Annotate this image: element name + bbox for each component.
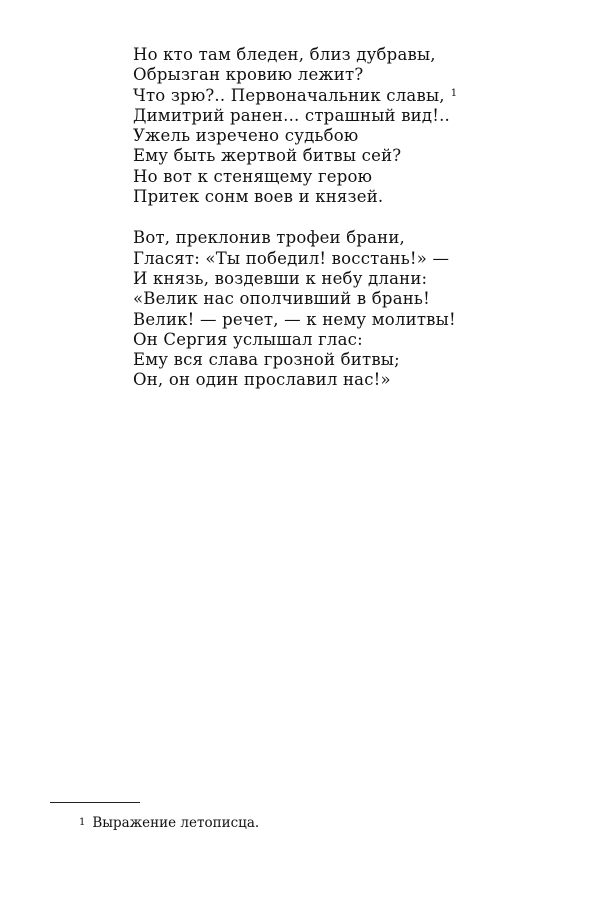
poem	[133, 45, 533, 391]
poem-line: Притек сонм воев и князей.	[133, 187, 384, 207]
footnote-divider	[50, 802, 140, 803]
poem-line: Димитрий ранен... страшный вид!..	[133, 105, 450, 125]
poem-line: Ужель изречено судьбою	[133, 126, 359, 146]
poem-line: Ему быть жертвой битвы сей?	[133, 146, 402, 166]
poem-line: Обрызган кровию лежит?	[133, 65, 364, 85]
footnote-text: Выражение летописца.	[92, 815, 260, 831]
footnote-number: 1	[79, 817, 86, 828]
poem-line: Гласят: «Ты победил! восстань!» —	[133, 248, 450, 268]
poem-line-text: Что зрю?.. Первоначальник славы,	[133, 85, 445, 105]
footnote-marker: 1	[450, 87, 458, 99]
poem-line: Но кто там бледен, близ дубравы,	[133, 45, 436, 64]
poem-line: Вот, преклонив трофеи брани,	[133, 228, 405, 248]
poem-line: Но вот к стенящему герою	[133, 166, 373, 186]
poem-line: Ему вся слава грозной битвы;	[133, 350, 400, 370]
poem-line-with-footnote	[133, 86, 533, 106]
poem-line: «Велик нас ополчивший в брань!	[133, 289, 430, 309]
poem-line: Велик! — речет, — к нему молитвы!	[133, 309, 456, 329]
stanza-1	[133, 45, 533, 207]
footnote	[79, 815, 259, 832]
poem-line: Он, он один прославил нас!»	[133, 370, 391, 390]
poem-line: И князь, воздевши к небу длани:	[133, 268, 428, 288]
poem-line: Он Сергия услышал глас:	[133, 329, 363, 349]
stanza-2	[133, 228, 533, 390]
